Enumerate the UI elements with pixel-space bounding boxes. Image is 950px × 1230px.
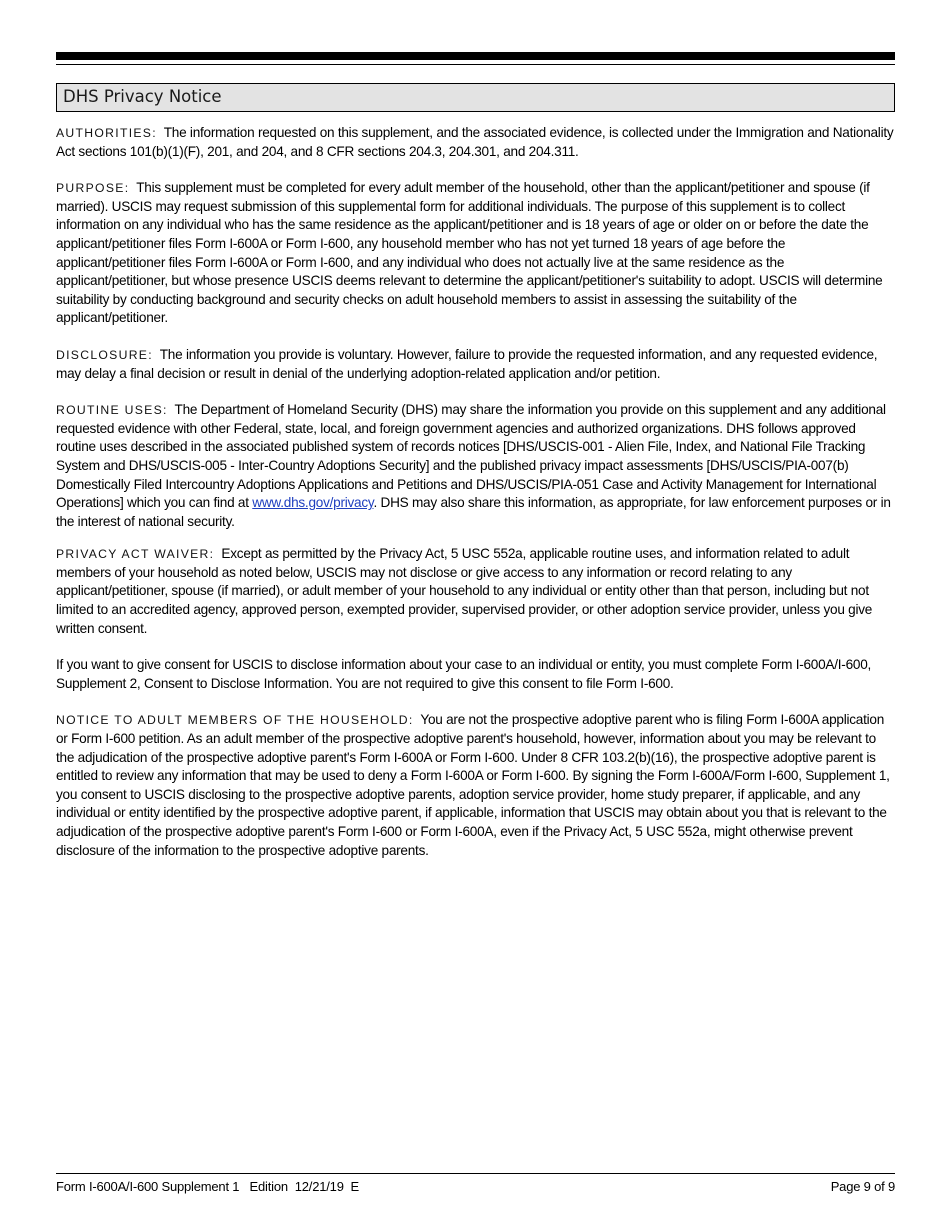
- purpose-label: PURPOSE:: [56, 181, 130, 196]
- privacy-link[interactable]: www.dhs.gov/privacy: [252, 495, 374, 511]
- consent-paragraph: [56, 656, 895, 693]
- footer-form-info: Form I-600A/I-600 Supplement 1 Edition 12/21/19 E: [56, 1179, 360, 1194]
- authorities-paragraph: [56, 124, 895, 161]
- footer-page-number: Page 9 of 9: [830, 1179, 895, 1194]
- disclosure-label: DISCLOSURE:: [56, 347, 153, 362]
- disclosure-text: The information you provide is voluntary. However, failure to provide the requested information, and any requested evidence, may delay a final decision or result in denial of the underlying adoption-related application and/or petition.: [56, 346, 878, 381]
- notice-to-adults-label: NOTICE TO ADULT MEMBERS OF THE HOUSEHOLD:: [56, 713, 414, 728]
- footer-rule: [56, 1173, 895, 1174]
- consent-text: If you want to give consent for USCIS to disclose information about your case to an individual or entity, you must complete Form I-600A/I-600, Supplement 2, Consent to Disclose Information. You are not required to give this consent to file Form I-600.: [56, 657, 872, 691]
- authorities-label: AUTHORITIES:: [56, 126, 157, 140]
- disclosure-paragraph: [56, 346, 895, 383]
- section-header: [56, 83, 895, 112]
- routine-uses-label: ROUTINE USES:: [56, 403, 168, 418]
- purpose-paragraph: [56, 179, 895, 328]
- privacy-act-waiver-paragraph: [56, 545, 895, 638]
- authorities-text: The information requested on this supplement, and the associated evidence, is collected under the Immigration and Nationality Act sections 101(b)(1)(F), 201, and 204, and 8 CFR sections 204.3, 204.301, and 204.311.: [56, 125, 894, 159]
- section-title: DHS Privacy Notice: [63, 87, 222, 106]
- routine-uses-text-end: . DHS may also share this information, as appropriate, for law enforcement purposes or in the interest of national security.: [56, 495, 891, 529]
- top-rule-thick: [56, 52, 895, 60]
- top-rule-thin: [56, 64, 895, 65]
- routine-uses-paragraph: [56, 401, 895, 531]
- purpose-text: This supplement must be completed for every adult member of the household, other than the applicant/petitioner and spouse (if married). USCIS may request submission of this supplemental form for additional individuals. The purpose of this supplement is to collect information on any individual who has the same residence as the applicant/petitioner and is 18 years of age or older on or before the date the applicant/petitioner files Form I-600A or Form I-600, any household member who has not yet turned 18 years of age before the applicant/petitioner files Form I-600A or Form I-600, and any individual who does not actually live at the same residence as the applicant/petitioner, but whose presence USCIS deems relevant to determine the applicant/petitioner's suitability to adopt. USCIS will determine suitability by conducting background and security checks on adult household members to assist in assessing the suitability of the applicant/petitioner.: [56, 180, 883, 326]
- privacy-act-waiver-text: Except as permitted by the Privacy Act, 5 USC 552a, applicable routine uses, and information related to adult members of your household as noted below, USCIS may not disclose or give access to any information or record relating to any applicant/petitioner, spouse (if married), or adult member of your household to any individual or entity other than that person, including but not limited to an accredited agency, approved person, exempted provider, supervised provider, or other adoption service provider, unless you give written consent.: [56, 546, 873, 636]
- routine-uses-text: The Department of Homeland Security (DHS) may share the information you provide on this supplement and any additional requested evidence with other Federal, state, local, and foreign government agencies and authorized organizations. DHS follows approved routine uses described in the associated published system of records notices [DHS/USCIS-001 - Alien File, Index, and National File Tracking System and DHS/USCIS-005 - Inter-Country Adoptions Security] and the published privacy impact assessments [DHS/USCIS/PIA-007(b) Domestically Filed Intercountry Adoptions Applications and Petitions and DHS/USCIS/PIA-051 Case and Activity Management for International Operations] which you can find at: [56, 402, 886, 511]
- notice-to-adults-paragraph: [56, 711, 895, 860]
- notice-to-adults-text: You are not the prospective adoptive parent who is filing Form I-600A application or Form I-600 petition. As an adult member of the prospective adoptive parent's household, however, information about you may be relevant to the adjudication of the prospective adoptive parent's Form I-600A or Form I-600. Under 8 CFR 103.2(b)(16), the prospective adoptive parent is entitled to review any information that may be used to deny a Form I-600A or Form I-600. By signing the Form I-600A/Form I-600, Supplement 1, you consent to USCIS disclosing to the prospective adoptive parents, adoption service provider, home study preparer, if applicable, and any individual or entity identified by the prospective adoptive parent, if applicable, information that USCIS may obtain about you that is relevant to the adjudication of the prospective adoptive parent's Form I-600 or Form I-600A, even if the Privacy Act, 5 USC 552a, might otherwise prevent disclosure of the information to the prospective adoptive parents.: [56, 712, 890, 858]
- privacy-notice-body: [56, 124, 895, 878]
- privacy-act-waiver-label: PRIVACY ACT WAIVER:: [56, 547, 215, 562]
